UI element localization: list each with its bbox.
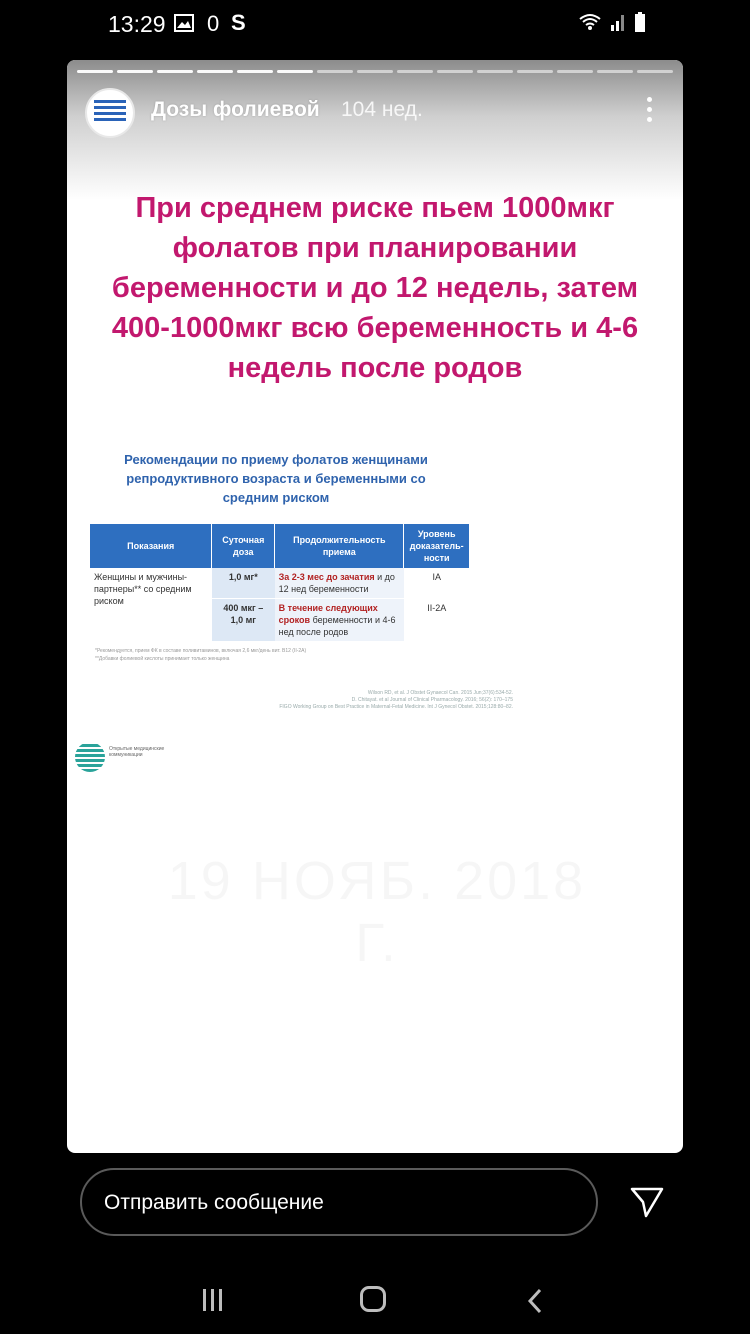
progress-segment bbox=[237, 70, 273, 73]
progress-segment bbox=[437, 70, 473, 73]
progress-segment bbox=[277, 70, 313, 73]
status-time: 13:29 bbox=[108, 11, 166, 37]
story-progress bbox=[77, 70, 673, 73]
duration-highlight: За 2-3 мес до зачатия bbox=[278, 572, 375, 582]
table-cell-level: II-2A bbox=[404, 599, 470, 642]
wifi-icon bbox=[578, 13, 602, 36]
gallery-icon bbox=[174, 14, 194, 37]
signal-icon bbox=[610, 13, 626, 36]
table-cell-dose: 1,0 мг* bbox=[212, 568, 275, 599]
progress-segment bbox=[77, 70, 113, 73]
table-header: Суточная доза bbox=[212, 524, 275, 568]
home-icon[interactable] bbox=[360, 1286, 386, 1312]
slide-footnotes bbox=[95, 647, 475, 663]
progress-segment bbox=[477, 70, 513, 73]
reference: FIGO Working Group on Best Practice in Maternal-Fetal Medicine. Int J Gynecol Obstet. 2015;128:80–82. bbox=[279, 704, 513, 710]
table-header: Показания bbox=[90, 524, 212, 568]
table-cell-indication: Женщины и мужчины-партнеры** со средним риском bbox=[90, 568, 212, 642]
status-zero: 0 bbox=[207, 11, 220, 36]
s-icon: S bbox=[231, 10, 246, 35]
progress-segment bbox=[557, 70, 593, 73]
progress-segment bbox=[397, 70, 433, 73]
duration-highlight: В течение следующих сроков bbox=[278, 603, 378, 625]
progress-segment bbox=[597, 70, 633, 73]
progress-segment bbox=[637, 70, 673, 73]
footnote: **Добавки фолиевой кислоты принимает только женщина bbox=[95, 656, 230, 662]
table-header: Уровень доказатель-ности bbox=[404, 524, 470, 568]
table-header-row bbox=[90, 524, 470, 568]
table-row bbox=[90, 568, 470, 599]
slide-references bbox=[167, 690, 513, 711]
story-headline: При среднем риске пьем 1000мкг фолатов при планировании беременности и до 12 недель, затем 400-1000мкг всю беременность и 4-6 недель после родов bbox=[111, 192, 639, 384]
story-viewer[interactable] bbox=[67, 60, 683, 1153]
logo-text: Открытые медицинские коммуникации bbox=[109, 746, 165, 758]
avatar[interactable] bbox=[85, 88, 135, 138]
progress-segment bbox=[517, 70, 553, 73]
send-icon[interactable] bbox=[630, 1186, 664, 1223]
battery-icon bbox=[634, 12, 646, 37]
progress-segment bbox=[157, 70, 193, 73]
status-right-icons bbox=[578, 12, 646, 37]
progress-segment bbox=[117, 70, 153, 73]
footnote: *Рекомендуется, прием ФК в составе поливитаминов, включая 2,6 мкг/день вит. В12 (II-2A) bbox=[95, 648, 307, 654]
message-placeholder: Отправить сообщение bbox=[104, 1191, 324, 1214]
progress-segment bbox=[357, 70, 393, 73]
back-icon[interactable] bbox=[526, 1288, 544, 1319]
progress-segment bbox=[197, 70, 233, 73]
duration-rest: беременности и 4-6 нед после родов bbox=[278, 615, 396, 637]
table-header: Продолжительность приема bbox=[275, 524, 404, 568]
table-cell-duration bbox=[275, 568, 404, 599]
progress-segment bbox=[317, 70, 353, 73]
status-bar bbox=[0, 0, 750, 50]
story-timestamp: 104 нед. bbox=[341, 98, 423, 121]
reference: Wilson RD, et al. J Obstet Gynaecol Can. 2015 Jun;37(6):534-52. bbox=[367, 690, 513, 696]
recent-apps-icon[interactable] bbox=[200, 1288, 226, 1317]
recommendation-table bbox=[90, 524, 470, 642]
story-username[interactable]: Дозы фолиевой bbox=[151, 98, 320, 121]
story-header-fade bbox=[67, 60, 683, 200]
table-cell-dose: 400 мкг – 1,0 мг bbox=[212, 599, 275, 642]
omk-logo-icon bbox=[75, 742, 105, 772]
reference: D. Chitayat. et al Journal of Clinical Pharmacology. 2016; 56(2): 170–175 bbox=[351, 697, 513, 703]
table-cell-level: IA bbox=[404, 568, 470, 599]
table-cell-duration bbox=[275, 599, 404, 642]
date-watermark bbox=[147, 850, 607, 974]
duration-rest: и до 12 нед беременности bbox=[278, 572, 395, 594]
more-options-icon[interactable] bbox=[647, 97, 653, 123]
system-nav-bar bbox=[0, 1272, 750, 1334]
send-message-input[interactable] bbox=[80, 1168, 598, 1236]
slide-title: Рекомендации по приему фолатов женщинами репродуктивного возраста и беременными со средним риском bbox=[124, 452, 428, 505]
